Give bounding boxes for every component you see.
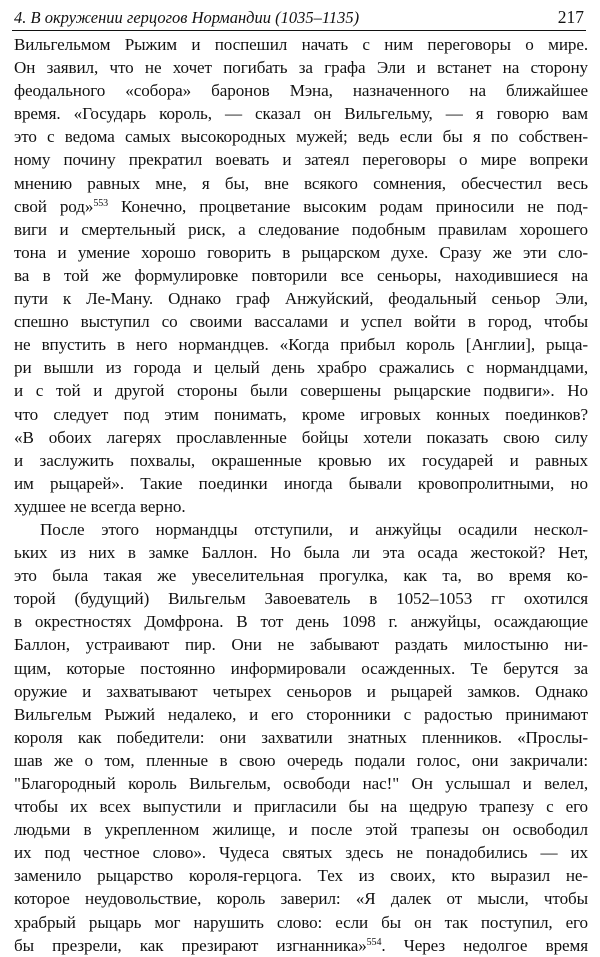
running-header	[12, 6, 586, 31]
text-line: и с той и другой стороны были совершены рыцарские подвиги». Но	[14, 381, 588, 401]
text-line: чтобы их всех выпустили и пригласили бы на щедрую трапезу с его	[14, 797, 588, 817]
text-line: феодального «собора» баронов Мэна, назначенного на ближайшее	[14, 81, 588, 101]
paragraph	[14, 33, 588, 518]
text-line: «В обоих лагерях прославленные бойцы хотели показать свою силу	[14, 427, 588, 447]
text-line: заменило рыцарство короля-герцога. Тех из своих, кто выразил не-	[14, 866, 588, 886]
text-line: ри вышли из города и целый день храбро сражались с нормандцами,	[14, 358, 588, 378]
text-line: ному почину прекратил воевать и затеял переговоры о мире вопреки	[14, 150, 588, 170]
text-line: короля как победители: они захватили знатных пленников. «Прослы-	[14, 727, 588, 747]
text-line: оружие и захватывают четырех сеньоров и рыцарей замков. Однако	[14, 681, 588, 701]
text-line: это была такая же увеселительная прогулка, как та, во время ко-	[14, 566, 588, 586]
text-line: это с ведома самых высокородных мужей; ведь если бы я по собствен-	[14, 127, 588, 147]
body-text	[14, 33, 588, 957]
paragraph	[14, 518, 588, 957]
text-line: щим, которые постоянно информировали осажденных. Те берутся за	[14, 658, 588, 678]
running-title: 4. В окружении герцогов Нормандии (1035–1135)	[14, 8, 360, 27]
text-line: их под честное слово». Чудеса святых здесь не понадобились — их	[14, 843, 588, 863]
footnote-ref[interactable]: 554	[366, 936, 382, 948]
text-line: Вильгельмом Рыжим и поспешил начать с ним переговоры о мире.	[14, 35, 588, 54]
text-line: не впустить в него нормандцев. «Когда прибыл король [Англии], рыца-	[14, 335, 588, 355]
text-line: виги и смертельный риск, а следование подобным правилам хорошего	[14, 219, 588, 239]
text-line: тона и умение хорошо говорить в рыцарском духе. Сразу же эти сло-	[14, 242, 588, 262]
text-line: им рыцарей». Такие поединки иногда бывали кровопролитными, но	[14, 473, 588, 493]
text-line: После этого нормандцы отступили, и анжуйцы осадили нескол-	[40, 519, 588, 539]
text-line: "Благородный король Вильгельм, освободи нас!" Он услышал и велел,	[14, 774, 588, 793]
page-number: 217	[557, 7, 584, 27]
text-line: пути к Ле-Ману. Однако граф Анжуйский, феодальный сеньор Эли,	[14, 289, 588, 309]
text-line: бы презрели, как презирают изгнанника»$^{554}$. Через недолгое время	[14, 935, 588, 955]
text-line: Вильгельм Рыжий недалеко, и его сторонники с радостью принимают	[14, 704, 588, 724]
footnote-ref[interactable]: 553	[93, 197, 109, 209]
text-line: которое неудовольствие, король заверил: «Я далек от мысли, чтобы	[14, 889, 588, 909]
text-line: храбрый рыцарь мог нарушить слово: если бы он так поступил, его	[14, 912, 588, 932]
text-line: ва в той же формулировке повторили все сеньоры, находившиеся на	[14, 265, 588, 285]
text-line: худшее не всегда верно.	[14, 496, 186, 516]
text-line: спешно выступил со своими вассалами и успел войти в город, чтобы	[14, 312, 588, 332]
text-line: время. «Государь король, — сказал он Вильгельму, — я говорю вам	[14, 104, 588, 124]
text-line: и заслужить похвалы, окрашенные кровью их государей и равных	[14, 450, 588, 470]
text-line: мнению равных мне, я бы, вне всякого сомнения, обесчестил весь	[14, 173, 588, 193]
text-line: Он заявил, что не хочет погибать за графа Эли и встанет на сторону	[14, 58, 588, 78]
text-line: торой (будущий) Вильгельм Завоеватель в 1052–1053 гг охотился	[14, 589, 588, 609]
text-line: Баллон, устраивают пир. Они не забывают раздать милостыню ни-	[14, 635, 588, 655]
text-line: свой род»$^{553}$ Конечно, процветание высоким родам приносили не под-	[14, 196, 588, 216]
text-line: людьми в укрепленном жилище, и после этой трапезы он освободил	[14, 820, 588, 840]
text-line: шав же о том, пленные в свою очередь подали голос, они закричали:	[14, 750, 588, 770]
text-line: что следует под этим понимать, кроме игровых конных поединков?	[14, 404, 588, 424]
text-line: в окрестностях Домфрона. В тот день 1098 г. анжуйцы, осаждающие	[14, 612, 588, 632]
text-line: ьких из них в замке Баллон. Но была ли эта осада жестокой? Нет,	[14, 543, 588, 563]
